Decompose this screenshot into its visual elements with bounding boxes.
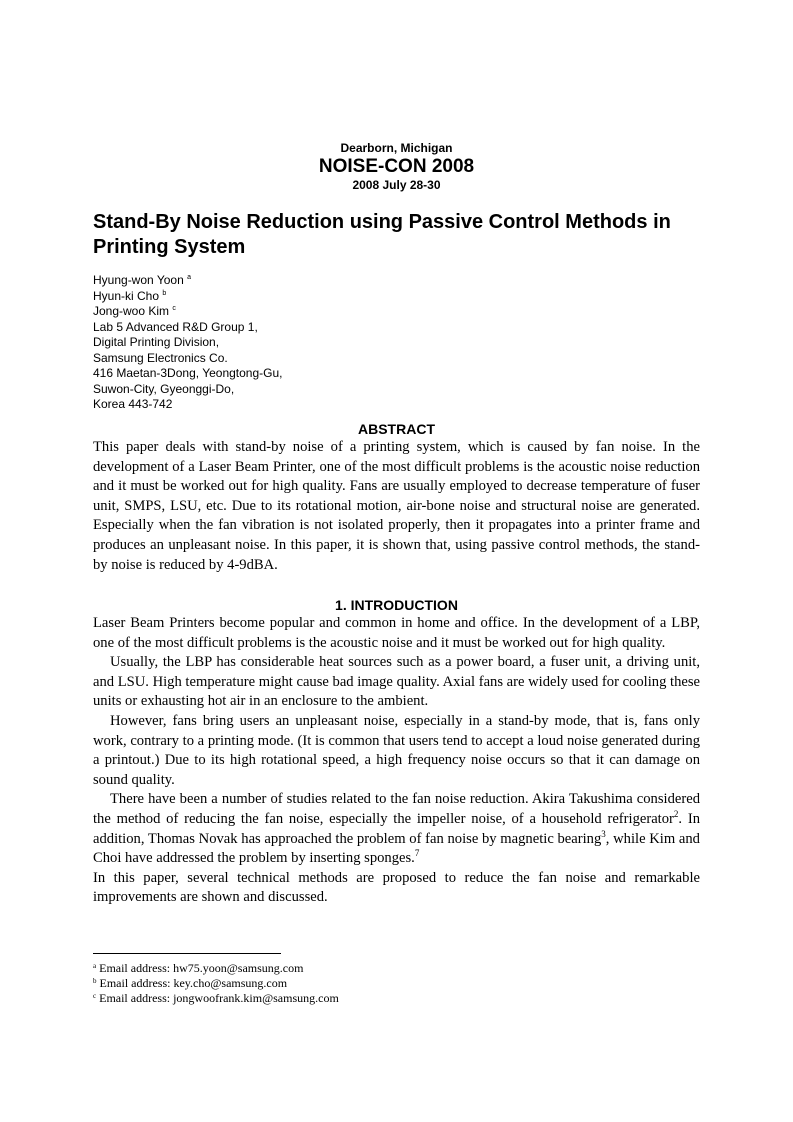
intro-paragraph-5: In this paper, several technical methods are proposed to reduce the fan noise and remarkable improvements are shown and discussed. — [93, 869, 700, 906]
footnote-mark: a — [93, 962, 97, 970]
author-name: Hyun-ki Cho — [93, 288, 160, 303]
affiliation-line: 416 Maetan-3Dong, Yeongtong-Gu, — [93, 366, 283, 380]
affiliation-line: Suwon-City, Gyeonggi-Do, — [93, 381, 235, 396]
footnote-mark: b — [93, 977, 97, 985]
affiliation-line: Samsung Electronics Co. — [93, 350, 228, 365]
reference-mark: 3 — [601, 828, 606, 839]
author-2 — [93, 289, 493, 305]
author-mark: a — [187, 274, 191, 281]
conference-name: NOISE-CON 2008 — [318, 156, 475, 177]
author-name: Hyung-won Yoon — [93, 273, 184, 287]
conference-location: Dearborn, Michigan — [340, 141, 453, 155]
affiliation-line: Korea 443-742 — [93, 397, 173, 411]
abstract-paragraph: This paper deals with stand-by noise of a printing system, which is caused by fan noise. In the development of a Laser Beam Printer, one of the most difficult problems is the acoustic noise reduction and it must be worked out for high quality. Fans are usually employed to decrease temperature of fuser unit, SMPS, LSU, etc. Due to its rotational motion, air-bone noise and structural noise are generated. Especially when the fan vibration is not isolated properly, then it propagates into a printer frame and produces an unpleasant noise. In this paper, it is shown that, using passive control methods, the stand-by noise is reduced by 4-9dBA. — [93, 439, 700, 573]
intro-p4-part-c: , while Kim and Choi have addressed the problem by inserting sponges. — [93, 830, 700, 867]
author-3 — [93, 304, 493, 320]
paper-title: Stand-By Noise Reduction using Passive Control Methods in Printing System — [93, 211, 671, 258]
author-block — [93, 273, 493, 413]
author-1 — [93, 273, 493, 289]
author-name: Jong-woo Kim — [93, 304, 170, 318]
introduction-heading: 1. INTRODUCTION — [335, 597, 458, 613]
intro-paragraph-4 — [93, 790, 700, 868]
conference-header — [93, 141, 700, 193]
introduction-text — [93, 614, 700, 908]
intro-paragraph-1: Laser Beam Printers become popular and common in home and office. In the development of a LBP, one of the most difficult problems is the acoustic noise and it must be worked out for high quality. — [93, 615, 700, 651]
footnote-a — [93, 961, 593, 976]
footnote-text: Email address: jongwoofrank.kim@samsung.com — [99, 991, 339, 1005]
footnote-mark: c — [93, 992, 97, 1000]
intro-p4-part-a: There have been a number of studies related to the fan noise reduction. Akira Takushima considered the method of reducing the fan noise, especially the impeller noise, of a household refrigerator — [93, 791, 700, 827]
intro-paragraph-2: Usually, the LBP has considerable heat sources such as a power board, a fuser unit, a driving unit, and LSU. High temperature might cause bad image quality. Axial fans are widely used for cooling these units or exhausting hot air in an enclosure to the ambient. — [93, 654, 700, 710]
intro-p4-part-b: . In addition, Thomas Novak has approached the problem of fan noise by magnetic bearing — [93, 810, 700, 847]
author-mark: c — [172, 305, 176, 312]
author-mark: b — [162, 289, 167, 297]
affiliation-line: Digital Printing Division, — [93, 335, 220, 349]
reference-mark: 2 — [673, 808, 679, 819]
affiliation-line: Lab 5 Advanced R&D Group 1, — [93, 319, 258, 334]
abstract-text — [93, 438, 700, 575]
footnotes — [93, 961, 593, 1006]
footnote-divider — [93, 953, 281, 954]
footnote-text: Email address: hw75.yoon@samsung.com — [99, 961, 304, 975]
footnote-c — [93, 991, 593, 1006]
conference-date: 2008 July 28-30 — [352, 178, 441, 192]
footnote-text: Email address: key.cho@samsung.com — [99, 976, 288, 990]
footnote-b — [93, 976, 593, 991]
intro-paragraph-3: However, fans bring users an unpleasant noise, especially in a stand-by mode, that is, fans only work, contrary to a printing mode. (It is common that users tend to accept a loud noise generated during a printout.) Due to its high rotational speed, a high frequency noise occurs so that it can damage on sound quality. — [93, 712, 700, 788]
reference-mark: 7 — [414, 848, 420, 859]
abstract-heading: ABSTRACT — [358, 421, 435, 437]
